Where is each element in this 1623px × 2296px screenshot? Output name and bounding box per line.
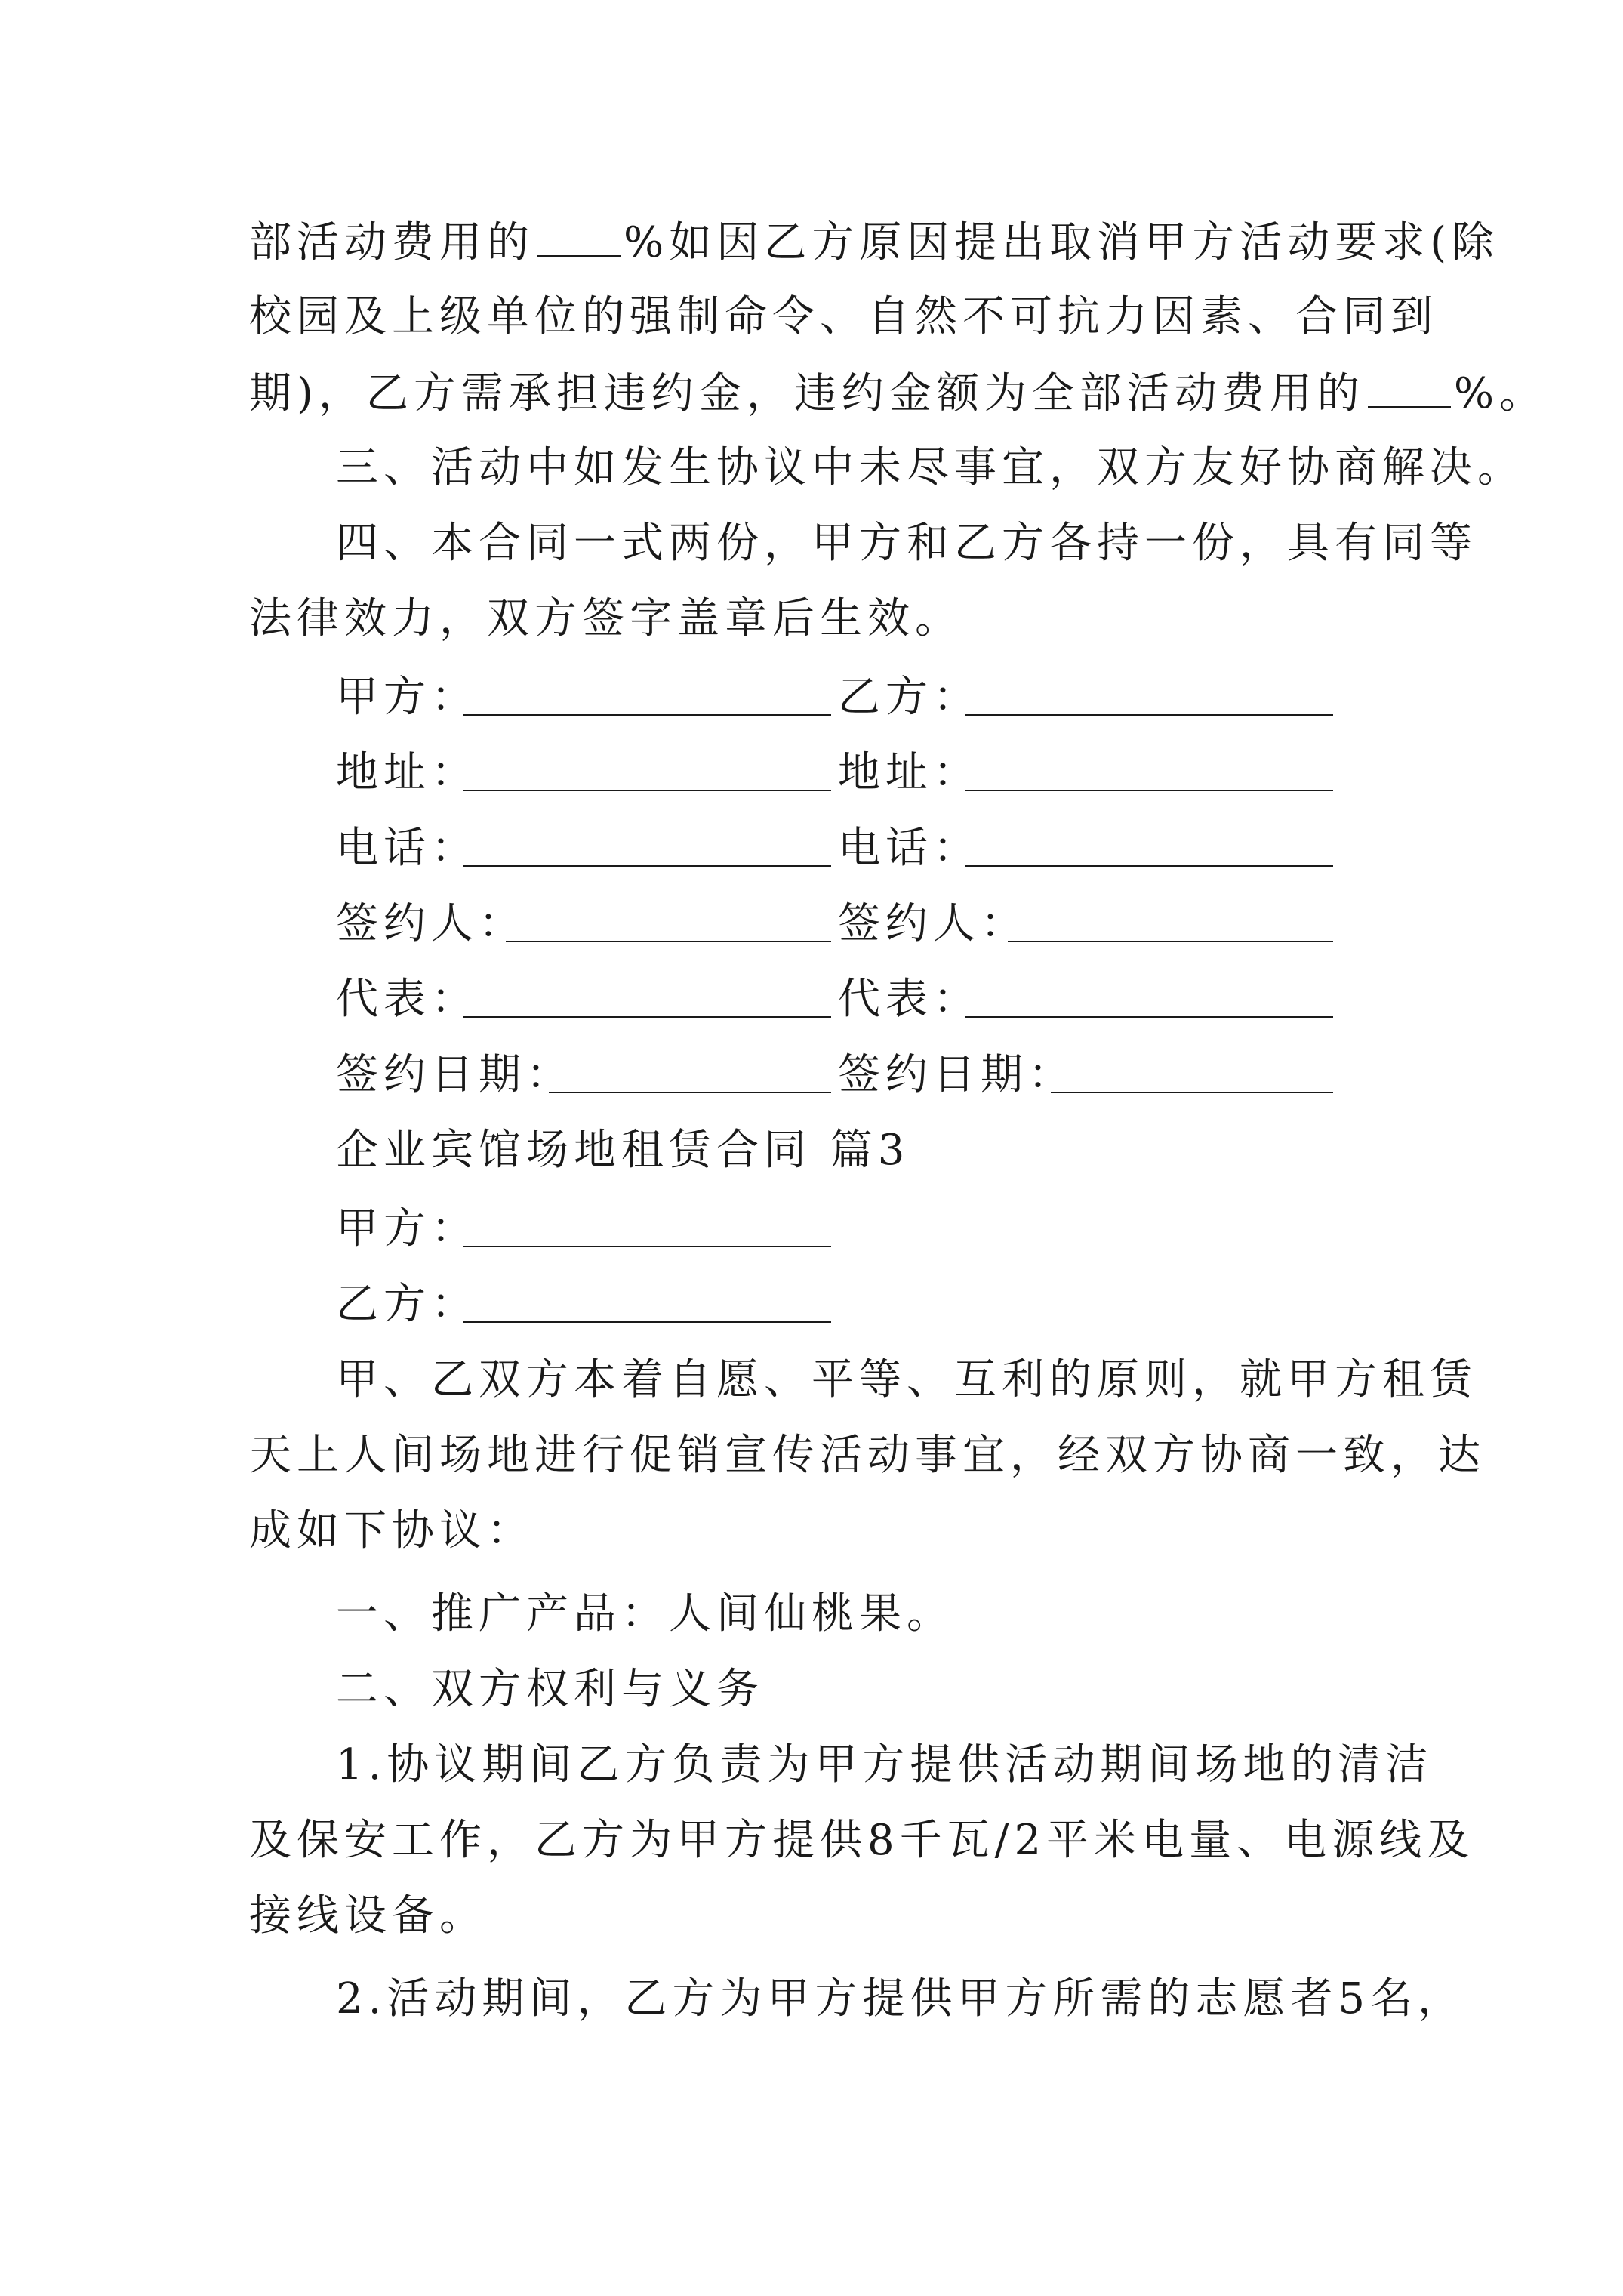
- blank-underline: [463, 1246, 831, 1247]
- text: %如因乙方原因提出取消甲方活动要求(除: [624, 218, 1500, 267]
- text: 期)，乙方需承担违约金，违约金额为全部活动费用的: [249, 369, 1365, 418]
- blank-underline: [965, 714, 1333, 716]
- sign-date-label: 签约日期：: [838, 1050, 1076, 1099]
- paragraph-line: 四、本合同一式两份，甲方和乙方各持一份，具有同等: [336, 519, 1477, 568]
- paragraph-line: 天上人间场地进行促销宣传活动事宜，经双方协商一致，达: [249, 1431, 1486, 1480]
- paragraph-line: 1.协议期间乙方负责为甲方提供活动期间场地的清洁: [336, 1740, 1434, 1789]
- paragraph-line: 接线设备。: [249, 1891, 487, 1940]
- blank-underline: [463, 865, 831, 867]
- paragraph-line: 成如下协议：: [249, 1506, 534, 1555]
- paragraph-line: 2.活动期间，乙方为甲方提供甲方所需的志愿者5名，: [336, 1974, 1466, 2023]
- blank-underline: [965, 865, 1333, 867]
- paragraph-line: 法律效力，双方签字盖章后生效。: [249, 594, 962, 643]
- paragraph-line: [249, 218, 1500, 267]
- signatory-label: 签约人：: [838, 899, 1028, 948]
- blank-underline: [1368, 371, 1451, 408]
- signatory-label: 签约人：: [336, 899, 526, 948]
- phone-label: 电话：: [838, 824, 981, 873]
- party-b-label: 乙方：: [838, 673, 981, 722]
- list-item: 二、双方权利与义务: [336, 1665, 764, 1714]
- party-b-label: 乙方：: [336, 1280, 479, 1329]
- blank-underline: [537, 220, 621, 257]
- section-heading: 企业宾馆场地租赁合同 篇3: [336, 1126, 910, 1175]
- text: 部活动费用的: [249, 218, 534, 267]
- text: %。: [1453, 369, 1548, 418]
- blank-underline: [463, 1321, 831, 1323]
- blank-underline: [549, 1092, 831, 1093]
- blank-underline: [463, 1016, 831, 1018]
- blank-underline: [1008, 941, 1333, 942]
- party-a-label: 甲方：: [336, 673, 479, 722]
- representative-label: 代表：: [838, 975, 981, 1024]
- paragraph-line: [249, 369, 1548, 418]
- paragraph-line: 三、活动中如发生协议中未尽事宜，双方友好协商解决。: [336, 443, 1525, 492]
- sign-date-label: 签约日期：: [336, 1050, 574, 1099]
- address-label: 地址：: [336, 748, 479, 797]
- blank-underline: [1051, 1092, 1333, 1093]
- representative-label: 代表：: [336, 975, 479, 1024]
- blank-underline: [506, 941, 831, 942]
- party-a-label: 甲方：: [336, 1204, 479, 1253]
- blank-underline: [965, 1016, 1333, 1018]
- blank-underline: [463, 790, 831, 791]
- paragraph-line: 甲、乙双方本着自愿、平等、互利的原则，就甲方租赁: [336, 1355, 1477, 1404]
- phone-label: 电话：: [336, 824, 479, 873]
- paragraph-line: 及保安工作，乙方为甲方提供8千瓦/2平米电量、电源线及: [249, 1816, 1475, 1865]
- blank-underline: [463, 714, 831, 716]
- blank-underline: [965, 790, 1333, 791]
- paragraph-line: 校园及上级单位的强制命令、自然不可抗力因素、合同到: [249, 292, 1438, 341]
- address-label: 地址：: [838, 748, 981, 797]
- list-item: 一、推广产品：人间仙桃果。: [336, 1589, 954, 1638]
